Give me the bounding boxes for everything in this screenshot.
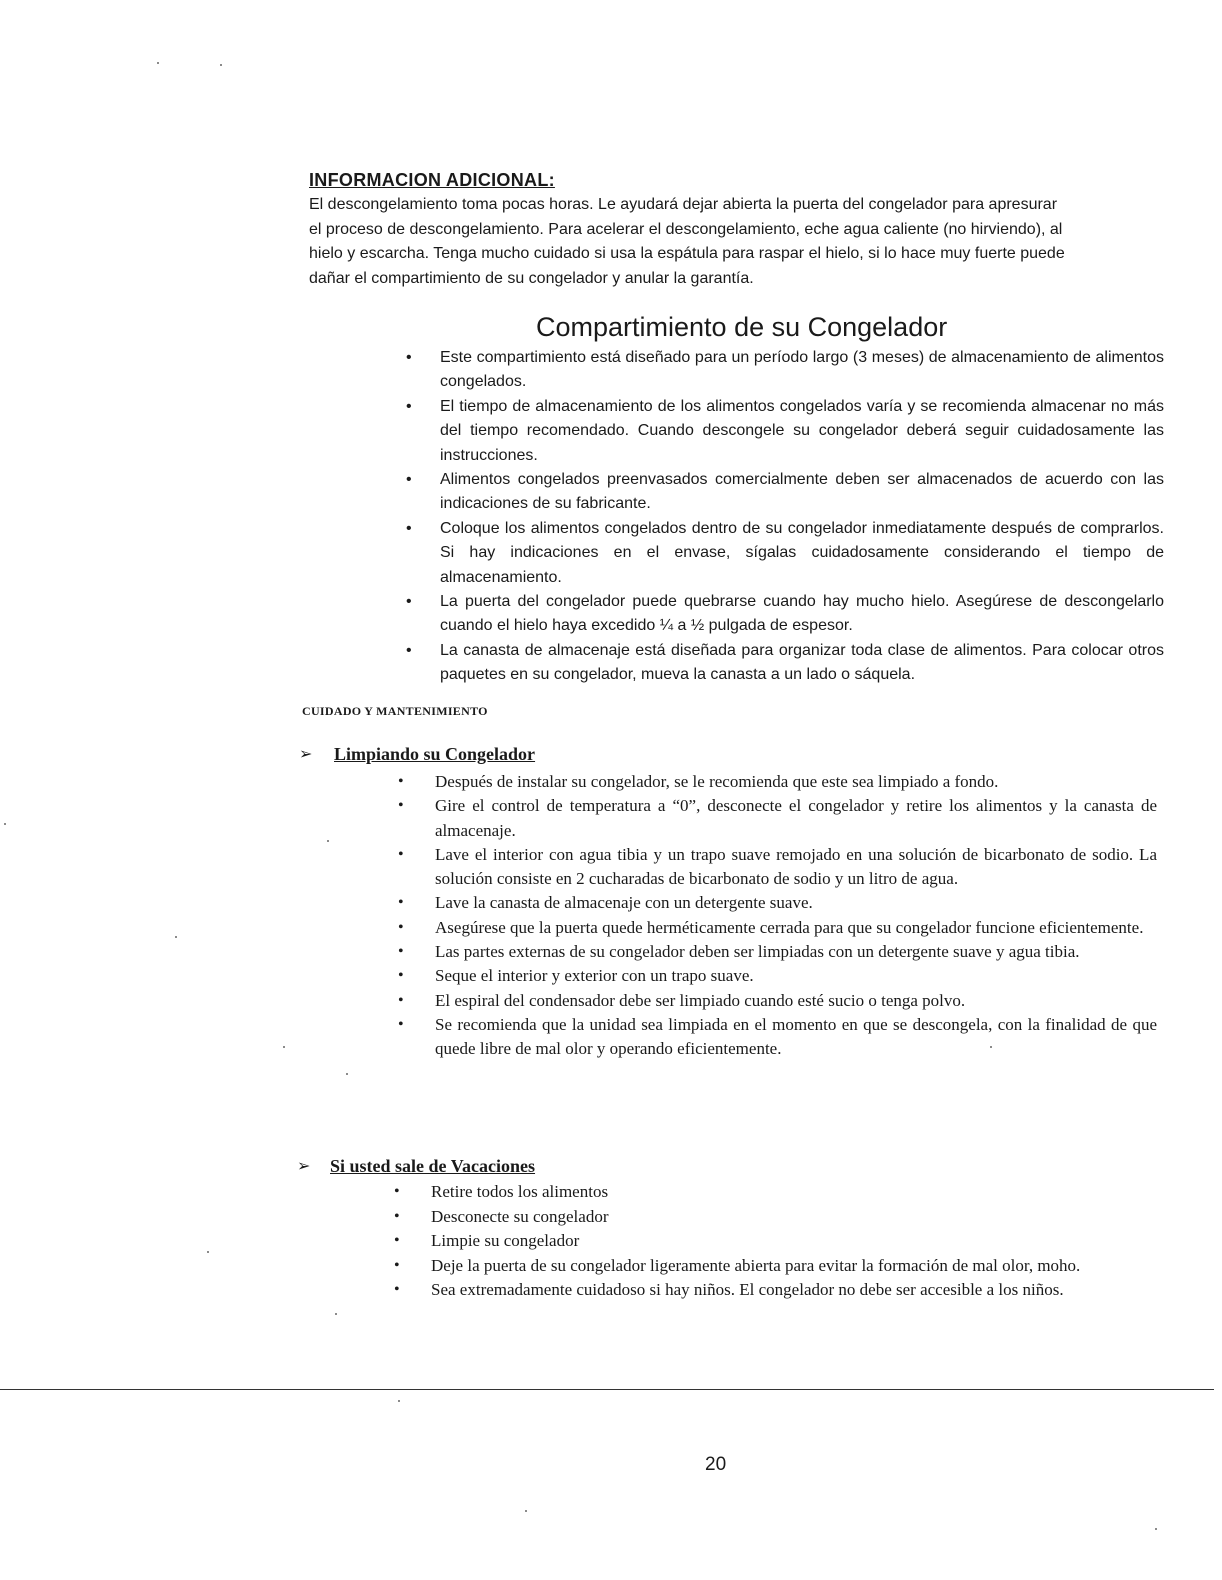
list-item-text: Después de instalar su congelador, se le recomienda que este sea limpiado a fondo.: [435, 772, 999, 791]
scan-speck: [207, 1251, 209, 1253]
bullet-icon: •: [406, 641, 412, 659]
bullet-icon: •: [406, 349, 412, 366]
list-item-text: Coloque los alimentos congelados dentro de su congelador inmediatamente después de comprarlos. Si hay indicaciones en el envase, sígalas cuidadosamente considerando el tiempo de almacenamiento.: [440, 519, 1164, 586]
vacation-bullet-list: [394, 1180, 1153, 1303]
scan-speck: [157, 62, 159, 64]
list-item-text: La canasta de almacenaje está diseñada para organizar toda clase de alimentos. Para colocar otros paquetes en su congelador, mueva la canasta a un lado o sáquela.: [440, 641, 1164, 684]
list-item-text: La puerta del congelador puede quebrarse cuando hay mucho hielo. Asegúrese de descongelarlo cuando el hielo haya excedido ¼ a ½ pulgada de espesor.: [440, 593, 1164, 635]
list-item: [406, 639, 1164, 688]
cleaning-heading: Limpiando su Congelador: [334, 744, 536, 764]
bullet-icon: •: [406, 471, 412, 489]
bullet-icon: •: [398, 1015, 404, 1033]
list-item: [398, 916, 1157, 940]
list-item: [394, 1180, 1153, 1205]
bullet-icon: •: [398, 991, 404, 1009]
list-item-text: Seque el interior y exterior con un trapo suave.: [435, 966, 754, 986]
bullet-icon: •: [394, 1207, 400, 1225]
list-item-text: Lave la canasta de almacenaje con un detergente suave.: [435, 893, 813, 913]
bullet-icon: •: [406, 593, 412, 611]
additional-info-paragraph: [309, 193, 1169, 291]
list-item: [394, 1205, 1153, 1230]
page-number: 20: [705, 1454, 727, 1475]
cleaning-bullet-list: [398, 770, 1157, 1062]
list-item: [398, 891, 1157, 915]
arrow-bullet-icon: ➢: [297, 1158, 311, 1175]
bullet-icon: •: [394, 1183, 400, 1200]
scan-speck: [335, 1313, 337, 1315]
footer-divider: [0, 1389, 1214, 1390]
list-item: [406, 346, 1164, 395]
scan-speck: [175, 936, 177, 938]
additional-info-line: el proceso de descongelamiento. Para acelerar el descongelamiento, eche agua caliente (no hirviendo), al: [309, 220, 1063, 238]
list-item-text: Asegúrese que la puerta quede herméticamente cerrada para que su congelador funcione eficientemente.: [435, 917, 1144, 937]
list-item: [406, 517, 1164, 590]
bullet-icon: •: [398, 918, 404, 936]
list-item-text: Desconecte su congelador: [431, 1206, 609, 1226]
bullet-icon: •: [398, 773, 404, 790]
list-item: [398, 940, 1157, 964]
bullet-icon: •: [394, 1281, 400, 1299]
additional-info-line: El descongelamiento toma pocas horas. Le ayudará dejar abierta la puerta del congelador para apresurar: [309, 196, 1058, 213]
list-item-text: Deje la puerta de su congelador ligeramente abierta para evitar la formación de mal olor, moho.: [431, 1255, 1081, 1275]
care-maintenance-heading: CUIDADO Y MANTENIMIENTO: [302, 704, 488, 718]
scan-speck: [346, 1073, 348, 1075]
bullet-icon: •: [406, 519, 412, 537]
additional-info-line: hielo y escarcha. Tenga mucho cuidado si usa la espátula para raspar el hielo, si lo hace muy fuerte puede: [309, 245, 1065, 262]
compartment-title: Compartimiento de su Congelador: [536, 312, 948, 342]
list-item-text: Retire todos los alimentos: [431, 1182, 609, 1201]
scan-speck: [220, 64, 222, 66]
bullet-icon: •: [398, 967, 404, 985]
bullet-icon: •: [398, 845, 404, 863]
list-item: [394, 1278, 1153, 1303]
list-item: [394, 1254, 1153, 1279]
scan-speck: [1155, 1528, 1157, 1530]
list-item-text: Este compartimiento está diseñado para un período largo (3 meses) de almacenamiento de alimentos congelados.: [440, 349, 1164, 391]
list-item: [406, 395, 1164, 468]
vacation-heading: Si usted sale de Vacaciones: [330, 1156, 536, 1176]
scan-speck: [990, 1046, 992, 1048]
list-item: [398, 770, 1157, 794]
list-item: [394, 1229, 1153, 1254]
list-item-text: Alimentos congelados preenvasados comercialmente deben ser almacenados de acuerdo con las indicaciones de su fabricante.: [440, 471, 1164, 513]
compartment-bullet-list: [406, 346, 1164, 688]
list-item: [406, 468, 1164, 517]
arrow-bullet-icon: ➢: [299, 746, 313, 763]
list-item-text: El tiempo de almacenamiento de los alimentos congelados varía y se recomienda almacenar no más del tiempo recomendado. Cuando descongele su congelador deberá seguir cuidadosamente las instrucciones.: [440, 397, 1164, 464]
list-item-text: Gire el control de temperatura a “0”, desconecte el congelador y retire los alimentos y la canasta de almacenaje.: [435, 796, 1157, 840]
list-item-text: Sea extremadamente cuidadoso si hay niños. El congelador no debe ser accesible a los niños.: [431, 1280, 1064, 1300]
bullet-icon: •: [398, 797, 404, 815]
list-item: [398, 843, 1157, 892]
list-item-text: El espiral del condensador debe ser limpiado cuando esté sucio o tenga polvo.: [435, 990, 966, 1010]
bullet-icon: •: [394, 1256, 400, 1274]
list-item: [398, 989, 1157, 1013]
bullet-icon: •: [398, 943, 404, 961]
list-item: [398, 794, 1157, 843]
bullet-icon: •: [398, 894, 404, 912]
list-item: [398, 964, 1157, 988]
scan-speck: [283, 1046, 285, 1048]
list-item-text: Limpie su congelador: [431, 1231, 580, 1251]
list-item-text: Las partes externas de su congelador deben ser limpiadas con un detergente suave y agua tibia.: [435, 942, 1080, 962]
scan-speck: [525, 1510, 527, 1512]
list-item-text: Lave el interior con agua tibia y un trapo suave remojado en una solución de bicarbonato de sodio. La solución consiste en 2 cucharadas de bicarbonato de sodio y un litro de agua.: [435, 844, 1157, 889]
additional-info-line: dañar el compartimiento de su congelador y anular la garantía.: [309, 269, 754, 287]
scan-speck: [327, 840, 329, 842]
bullet-icon: •: [406, 397, 412, 415]
scan-speck: [4, 823, 6, 825]
scan-speck: [398, 1400, 400, 1402]
additional-info-heading: INFORMACION ADICIONAL:: [309, 170, 555, 190]
list-item-text: Se recomienda que la unidad sea limpiada en el momento en que se descongela, con la finalidad de que quede libre de mal olor y operando eficientemente.: [435, 1014, 1157, 1059]
bullet-icon: •: [394, 1232, 400, 1250]
list-item: [406, 590, 1164, 639]
list-item: [398, 1013, 1157, 1062]
